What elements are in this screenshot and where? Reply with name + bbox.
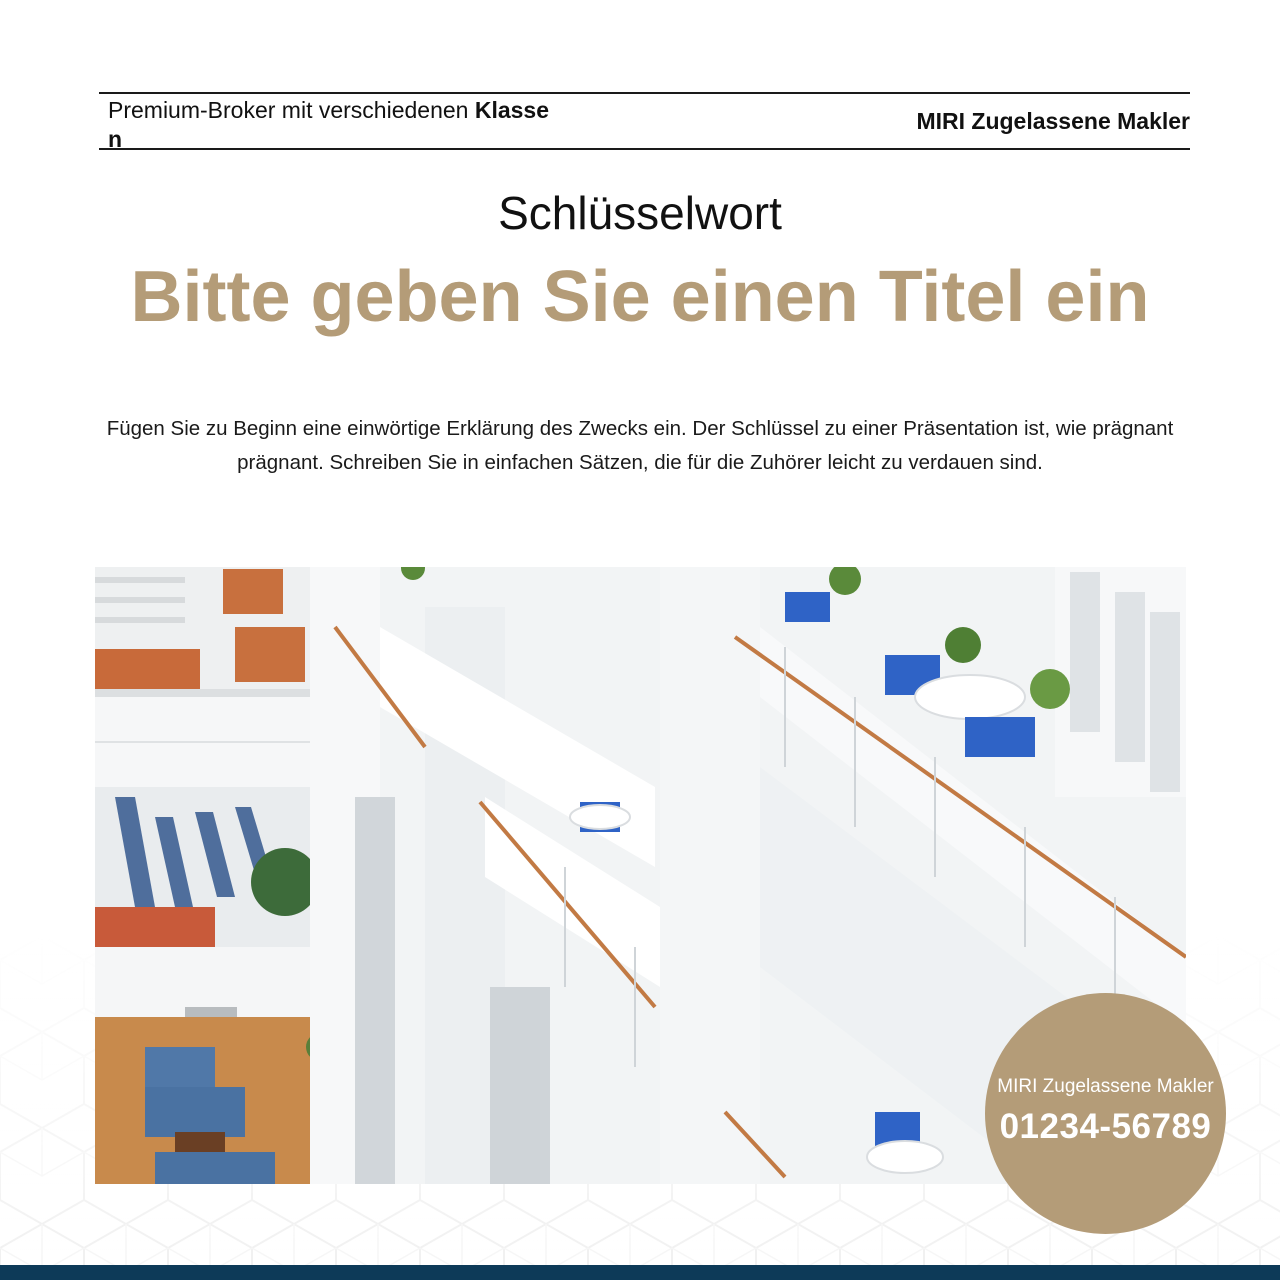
contact-badge: [985, 993, 1226, 1234]
header-tagline: [108, 96, 588, 154]
header-band: [99, 92, 1190, 150]
page-title: Bitte geben Sie einen Titel ein: [130, 257, 1150, 337]
header-brand: MIRI Zugelassene Makler: [916, 108, 1190, 134]
badge-company-label: MIRI Zugelassene Makler: [997, 1076, 1214, 1097]
footer-bar: [0, 1265, 1280, 1280]
header-tagline-bold: Klasse: [474, 97, 550, 123]
description-line-2: prägnant. Schreiben Sie in einfachen Sätzen, die für die Zuhörer leicht zu verdauen sind.: [237, 451, 1043, 474]
description: [90, 412, 1190, 480]
header-tagline-text: Premium-Broker mit verschiedenen: [108, 97, 475, 123]
keyword-heading: Schlüsselwort: [498, 187, 782, 239]
description-line-1: Fügen Sie zu Beginn eine einwörtige Erklärung des Zwecks ein. Der Schlüssel zu einer Präsentation ist, wie prägnant: [106, 417, 1174, 440]
badge-phone-number[interactable]: 01234-56789: [999, 1107, 1212, 1146]
header-tagline-bold-wrap: n: [108, 126, 123, 152]
